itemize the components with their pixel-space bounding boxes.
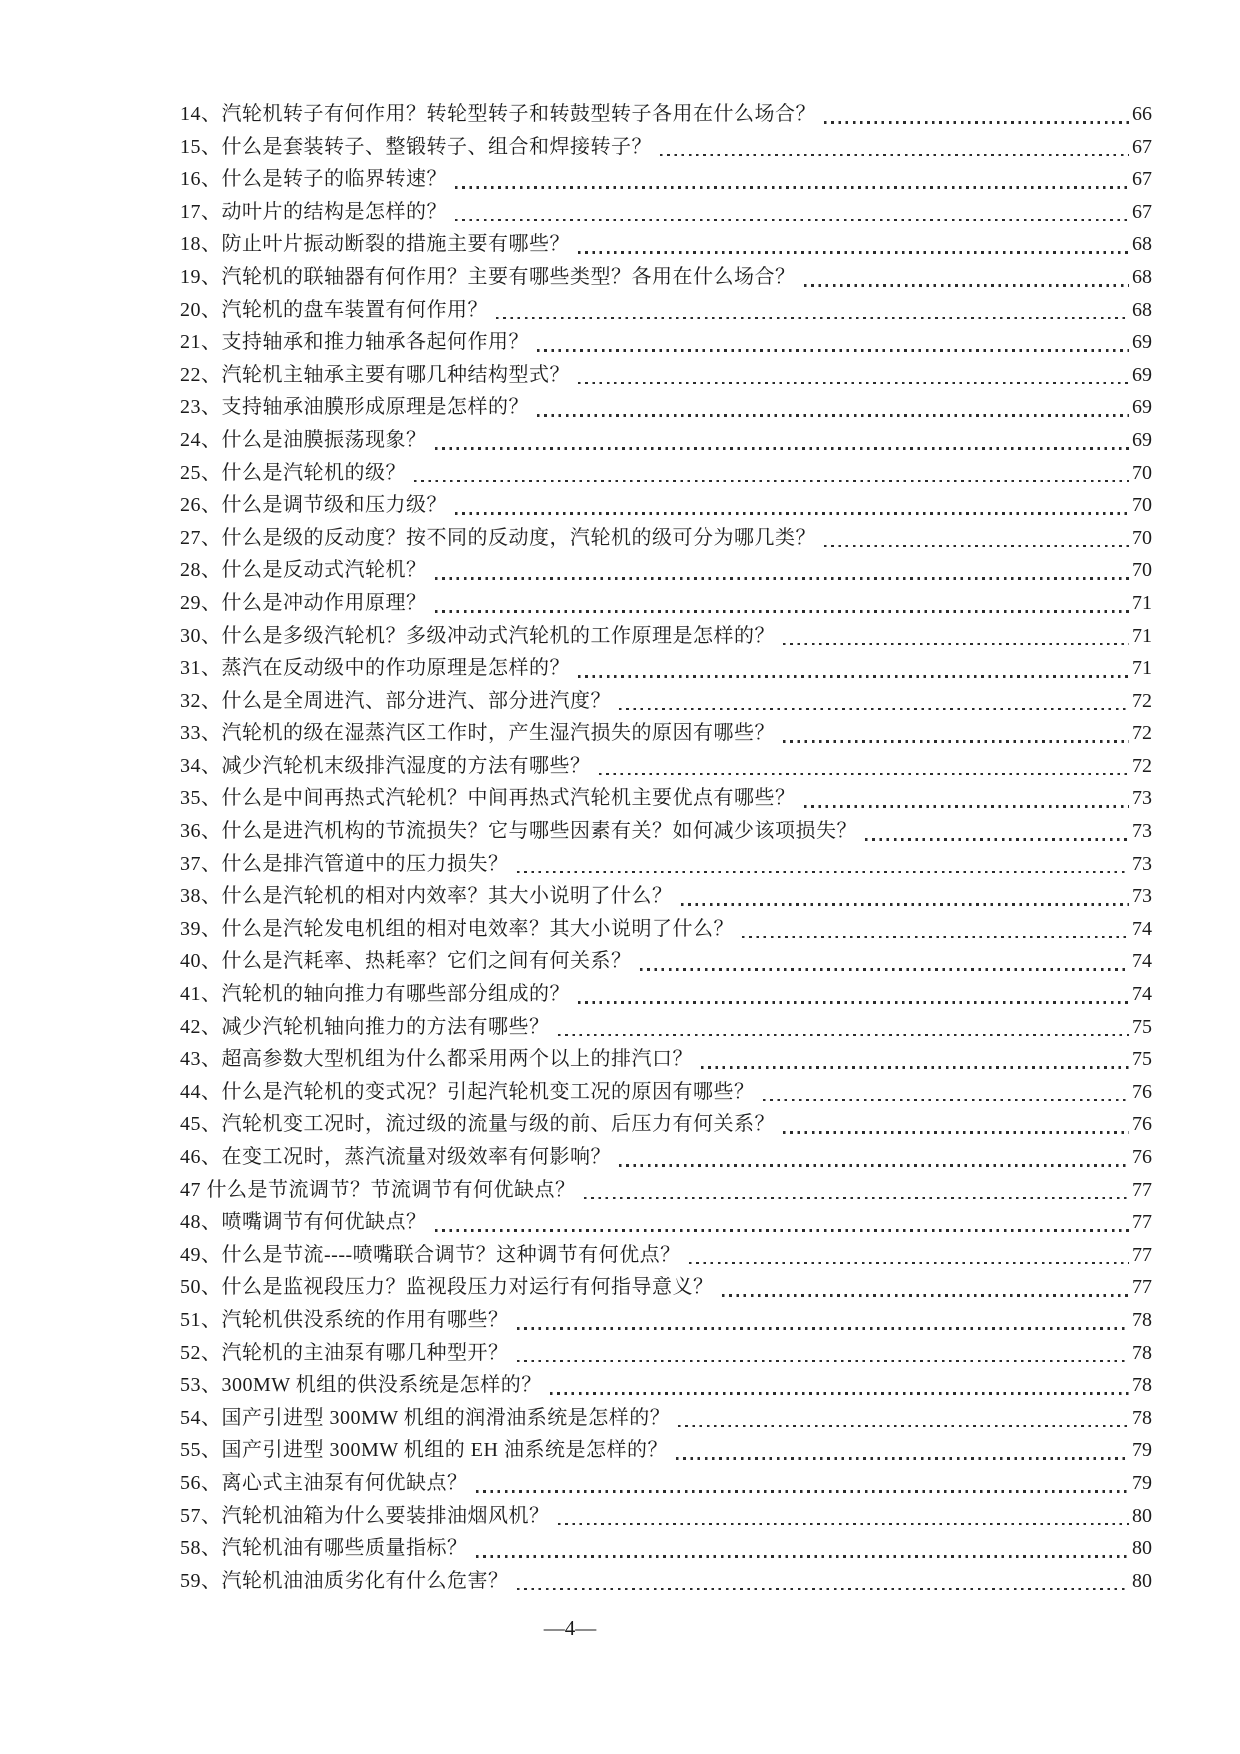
toc-entry-row	[180, 1011, 1152, 1044]
toc-page-number: 80	[1132, 1504, 1152, 1527]
toc-entry-row	[180, 359, 1152, 392]
toc-entry-row	[180, 391, 1152, 424]
dot-leader	[558, 1523, 1130, 1526]
dot-leader	[517, 1327, 1130, 1330]
toc-question-text: 31、蒸汽在反动级中的作功原理是怎样的？	[180, 657, 570, 680]
dot-leader	[783, 643, 1129, 646]
toc-page-number: 70	[1132, 494, 1152, 517]
dot-leader	[578, 382, 1129, 385]
table-of-contents	[180, 98, 1152, 1597]
dot-leader	[678, 1425, 1129, 1428]
toc-page-number: 67	[1132, 200, 1152, 223]
toc-question-text: 23、支持轴承油膜形成原理是怎样的？	[180, 396, 529, 419]
toc-entry-row	[180, 326, 1152, 359]
toc-page-number: 73	[1132, 885, 1152, 908]
toc-entry-row	[180, 163, 1152, 196]
toc-page-number: 69	[1132, 396, 1152, 419]
toc-question-text: 41、汽轮机的轴向推力有哪些部分组成的？	[180, 983, 570, 1006]
toc-page-number: 78	[1132, 1308, 1152, 1331]
dot-leader	[689, 1262, 1129, 1265]
dot-leader	[584, 1197, 1130, 1200]
toc-page-number: 74	[1132, 950, 1152, 973]
toc-question-text: 18、防止叶片振动断裂的措施主要有哪些？	[180, 233, 570, 256]
toc-page-number: 72	[1132, 722, 1152, 745]
toc-question-text: 45、汽轮机变工况时，流过级的流量与级的前、后压力有何关系？	[180, 1113, 775, 1136]
toc-question-text: 50、什么是监视段压力？监视段压力对运行有何指导意义？	[180, 1276, 714, 1299]
toc-entry-row	[180, 228, 1152, 261]
toc-page-number: 66	[1132, 103, 1152, 125]
dot-leader	[619, 708, 1129, 711]
dot-leader	[476, 1555, 1130, 1558]
toc-entry-row	[180, 913, 1152, 946]
dot-leader	[435, 1229, 1130, 1232]
toc-question-text: 38、什么是汽轮机的相对内效率？其大小说明了什么？	[180, 885, 673, 908]
toc-question-text: 33、汽轮机的级在湿蒸汽区工作时，产生湿汽损失的原因有哪些？	[180, 722, 775, 745]
toc-page-number: 68	[1132, 265, 1152, 288]
dot-leader	[660, 154, 1129, 157]
page-footer-number: —4—	[543, 1616, 597, 1640]
toc-entry-row	[180, 587, 1152, 620]
toc-question-text: 49、什么是节流----喷嘴联合调节？这种调节有何优点？	[180, 1243, 681, 1266]
toc-question-text: 39、什么是汽轮发电机组的相对电效率？其大小说明了什么？	[180, 917, 734, 940]
toc-question-text: 52、汽轮机的主油泵有哪几种型开？	[180, 1341, 509, 1364]
toc-question-text: 40、什么是汽耗率、热耗率？它们之间有何关系？	[180, 950, 632, 973]
toc-question-text: 37、什么是排汽管道中的压力损失？	[180, 852, 509, 875]
toc-page-number: 71	[1132, 624, 1152, 647]
dot-leader	[742, 936, 1129, 939]
toc-question-text: 27、什么是级的反动度？按不同的反动度，汽轮机的级可分为哪几类？	[180, 526, 816, 549]
toc-page-number: 77	[1132, 1276, 1152, 1299]
toc-page-number: 78	[1132, 1406, 1152, 1429]
dot-leader	[783, 740, 1129, 743]
dot-leader	[414, 480, 1129, 483]
toc-entry-row	[180, 1206, 1152, 1239]
toc-entry-row	[180, 294, 1152, 327]
toc-question-text: 32、什么是全周进汽、部分进汽、部分进汽度？	[180, 689, 611, 712]
toc-page-number: 68	[1132, 298, 1152, 321]
toc-question-text: 42、减少汽轮机轴向推力的方法有哪些？	[180, 1015, 550, 1038]
toc-entry-row	[180, 880, 1152, 913]
toc-entry-row	[180, 554, 1152, 587]
toc-question-text: 35、什么是中间再热式汽轮机？中间再热式汽轮机主要优点有哪些？	[180, 787, 796, 810]
toc-question-text: 22、汽轮机主轴承主要有哪几种结构型式？	[180, 363, 570, 386]
toc-question-text: 46、在变工况时，蒸汽流量对级效率有何影响？	[180, 1146, 611, 1168]
toc-entry-row	[180, 1565, 1152, 1598]
toc-page-number: 72	[1132, 689, 1152, 712]
dot-leader	[455, 219, 1129, 222]
toc-page-number: 80	[1132, 1569, 1152, 1592]
toc-page-number: 73	[1132, 852, 1152, 875]
toc-entry-row	[180, 945, 1152, 978]
dot-leader	[640, 968, 1130, 971]
toc-entry-row	[180, 98, 1152, 131]
dot-leader	[496, 317, 1129, 320]
toc-entry-row	[180, 1304, 1152, 1337]
toc-question-text: 20、汽轮机的盘车装置有何作用？	[180, 298, 488, 321]
toc-question-text: 29、什么是冲动作用原理？	[180, 591, 427, 614]
toc-question-text: 59、汽轮机油油质劣化有什么危害？	[180, 1569, 509, 1592]
toc-page-number: 68	[1132, 233, 1152, 256]
toc-page-number: 70	[1132, 559, 1152, 582]
toc-entry-row	[180, 978, 1152, 1011]
toc-entry-row	[180, 196, 1152, 229]
dot-leader	[783, 1131, 1129, 1134]
toc-entry-row	[180, 815, 1152, 848]
toc-entry-row	[180, 424, 1152, 457]
toc-question-text: 53、300MW 机组的供没系统是怎样的？	[180, 1374, 542, 1397]
dot-leader	[681, 903, 1130, 906]
toc-entry-row	[180, 522, 1152, 555]
toc-entry-row	[180, 1402, 1152, 1435]
toc-question-text: 55、国产引进型 300MW 机组的 EH 油系统是怎样的？	[180, 1439, 668, 1462]
dot-leader	[517, 1588, 1130, 1591]
toc-page-number: 77	[1132, 1211, 1152, 1234]
toc-question-text: 17、动叶片的结构是怎样的？	[180, 200, 447, 223]
toc-question-text: 58、汽轮机油有哪些质量指标？	[180, 1537, 468, 1560]
dot-leader	[455, 186, 1129, 189]
toc-page-number: 74	[1132, 917, 1152, 940]
toc-entry-row	[180, 685, 1152, 718]
toc-page-number: 74	[1132, 983, 1152, 1006]
toc-entry-row	[180, 1271, 1152, 1304]
toc-question-text: 48、喷嘴调节有何优缺点？	[180, 1211, 427, 1234]
dot-leader	[824, 121, 1129, 124]
toc-entry-row	[180, 1043, 1152, 1076]
dot-leader	[804, 284, 1130, 287]
toc-entry-row	[180, 1369, 1152, 1402]
dot-leader	[578, 251, 1129, 254]
dot-leader	[599, 773, 1130, 776]
toc-entry-row	[180, 750, 1152, 783]
toc-question-text: 21、支持轴承和推力轴承各起何作用？	[180, 331, 529, 354]
toc-question-text: 30、什么是多级汽轮机？多级冲动式汽轮机的工作原理是怎样的？	[180, 624, 775, 647]
toc-question-text: 54、国产引进型 300MW 机组的润滑油系统是怎样的？	[180, 1406, 671, 1429]
toc-page-number: 73	[1132, 820, 1152, 843]
toc-page-number: 75	[1132, 1048, 1152, 1071]
dot-leader	[578, 1001, 1129, 1004]
toc-page-number: 71	[1132, 591, 1152, 614]
toc-entry-row	[180, 1239, 1152, 1272]
toc-page-number: 73	[1132, 787, 1152, 810]
toc-question-text: 44、什么是汽轮机的变式况？引起汽轮机变工况的原因有哪些？	[180, 1080, 755, 1103]
dot-leader	[865, 838, 1129, 841]
toc-question-text: 19、汽轮机的联轴器有何作用？主要有哪些类型？各用在什么场合？	[180, 265, 796, 288]
toc-entry-row	[180, 652, 1152, 685]
toc-entry-row	[180, 457, 1152, 490]
toc-question-text: 51、汽轮机供没系统的作用有哪些？	[180, 1308, 509, 1331]
toc-entry-row	[180, 1141, 1152, 1174]
toc-page-number: 77	[1132, 1178, 1152, 1201]
toc-entry-row	[180, 489, 1152, 522]
toc-question-text: 15、什么是套装转子、整锻转子、组合和焊接转子？	[180, 135, 652, 158]
toc-entry-row	[180, 261, 1152, 294]
toc-page-number: 69	[1132, 428, 1152, 451]
dot-leader	[824, 545, 1129, 548]
toc-page-number: 79	[1132, 1471, 1152, 1494]
toc-question-text: 43、超高参数大型机组为什么都采用两个以上的排汽口？	[180, 1048, 693, 1071]
dot-leader	[517, 871, 1130, 874]
toc-question-text: 36、什么是进汽机构的节流损失？它与哪些因素有关？如何减少该项损失？	[180, 820, 857, 843]
toc-question-text: 47 什么是节流调节？节流调节有何优缺点？	[180, 1178, 576, 1201]
toc-entry-row	[180, 620, 1152, 653]
dot-leader	[537, 349, 1129, 352]
toc-entry-row	[180, 848, 1152, 881]
dot-leader	[804, 805, 1130, 808]
dot-leader	[722, 1294, 1130, 1297]
toc-entry-row	[180, 131, 1152, 164]
toc-page-number: 78	[1132, 1341, 1152, 1364]
dot-leader	[701, 1066, 1129, 1069]
toc-page-number: 70	[1132, 526, 1152, 549]
toc-question-text: 28、什么是反动式汽轮机？	[180, 559, 427, 582]
toc-question-text: 26、什么是调节级和压力级？	[180, 494, 447, 517]
toc-entry-row	[180, 782, 1152, 815]
toc-page-number: 67	[1132, 135, 1152, 158]
toc-page-number: 77	[1132, 1243, 1152, 1266]
dot-leader	[537, 414, 1129, 417]
dot-leader	[578, 675, 1129, 678]
toc-page-number: 78	[1132, 1374, 1152, 1397]
toc-entry-row	[180, 1174, 1152, 1207]
toc-entry-row	[180, 1076, 1152, 1109]
toc-page-number: 76	[1132, 1080, 1152, 1103]
dot-leader	[676, 1457, 1129, 1460]
dot-leader	[435, 577, 1130, 580]
toc-page-number: 75	[1132, 1015, 1152, 1038]
toc-page-number: 69	[1132, 331, 1152, 354]
toc-page-number: 72	[1132, 754, 1152, 777]
dot-leader	[763, 1099, 1130, 1102]
toc-page-number: 71	[1132, 657, 1152, 680]
toc-page-number: 67	[1132, 168, 1152, 191]
dot-leader	[455, 512, 1129, 515]
dot-leader	[517, 1360, 1130, 1363]
toc-question-text: 14、汽轮机转子有何作用？转轮型转子和转鼓型转子各用在什么场合？	[180, 103, 816, 125]
dot-leader	[619, 1164, 1129, 1167]
dot-leader	[435, 610, 1130, 613]
toc-question-text: 57、汽轮机油箱为什么要装排油烟风机？	[180, 1504, 550, 1527]
toc-question-text: 24、什么是油膜振荡现象？	[180, 428, 427, 451]
toc-entry-row	[180, 1500, 1152, 1533]
toc-page-number: 69	[1132, 363, 1152, 386]
dot-leader	[550, 1392, 1129, 1395]
toc-entry-row	[180, 1108, 1152, 1141]
toc-page-number: 79	[1132, 1439, 1152, 1462]
toc-entry-row	[180, 1532, 1152, 1565]
toc-question-text: 34、减少汽轮机末级排汽湿度的方法有哪些？	[180, 754, 591, 777]
dot-leader	[435, 447, 1130, 450]
toc-entry-row	[180, 1337, 1152, 1370]
toc-question-text: 25、什么是汽轮机的级？	[180, 461, 406, 484]
toc-page-number: 70	[1132, 461, 1152, 484]
toc-page-number: 76	[1132, 1113, 1152, 1136]
toc-page-number: 80	[1132, 1537, 1152, 1560]
toc-entry-row	[180, 717, 1152, 750]
toc-entry-row	[180, 1434, 1152, 1467]
toc-question-text: 16、什么是转子的临界转速？	[180, 168, 447, 191]
dot-leader	[476, 1490, 1130, 1493]
dot-leader	[558, 1034, 1130, 1037]
toc-page-number: 76	[1132, 1146, 1152, 1168]
toc-entry-row	[180, 1467, 1152, 1500]
toc-question-text: 56、离心式主油泵有何优缺点？	[180, 1471, 468, 1494]
